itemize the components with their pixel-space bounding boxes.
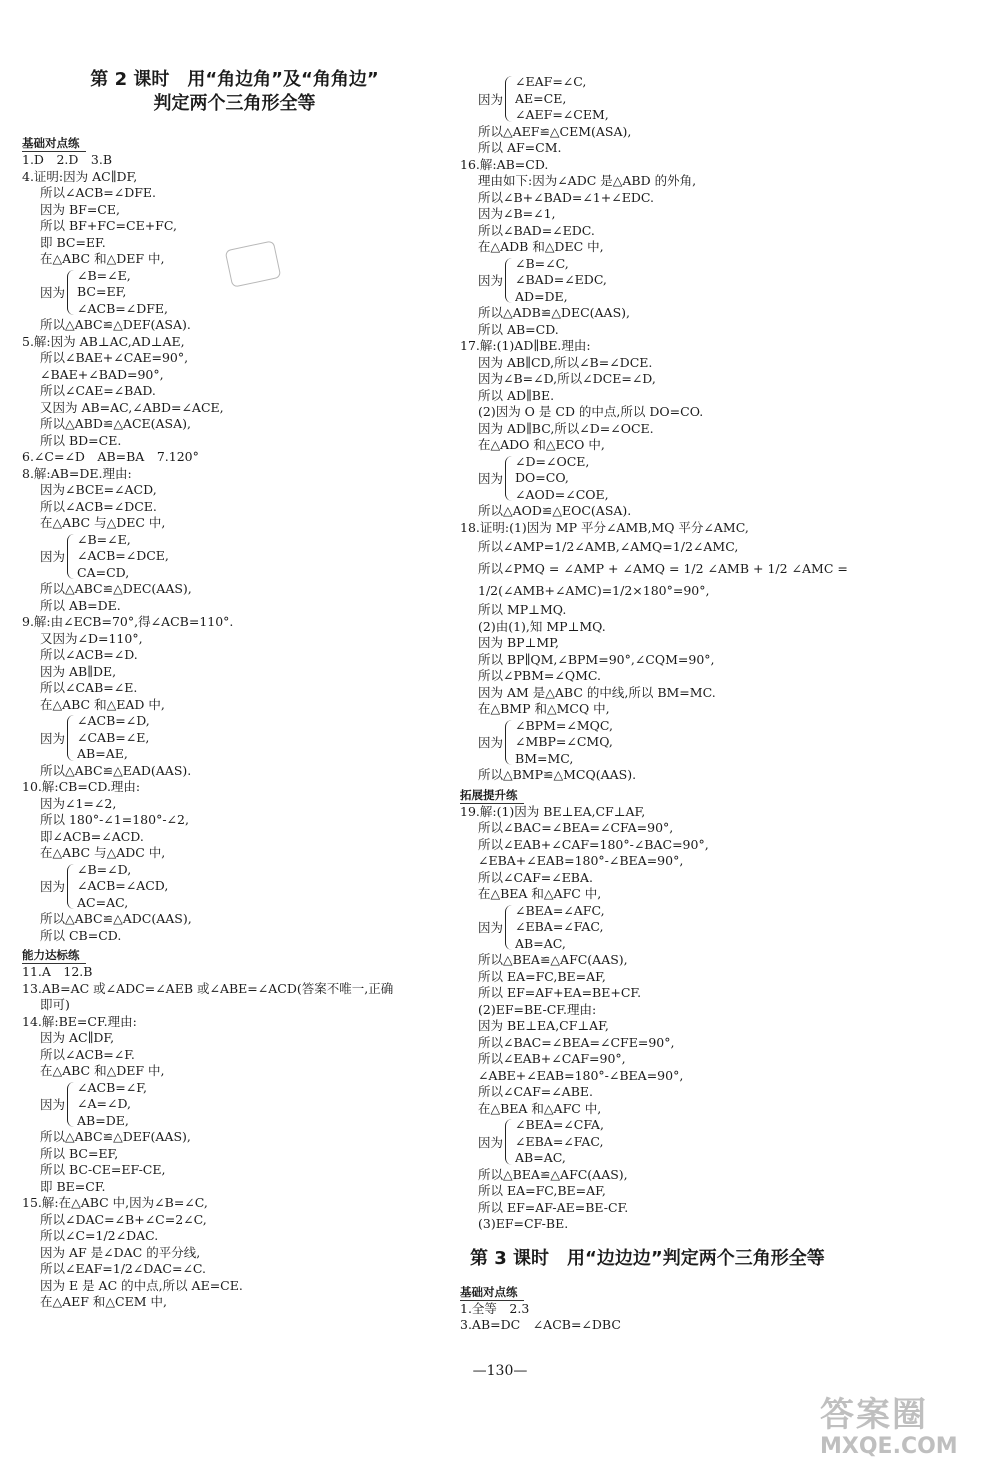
brace-row: ∠EBA=∠FAC, — [515, 1133, 604, 1149]
watermark-url: MXQE.COM — [820, 1434, 958, 1459]
brace-group: 因为 ∠BPM=∠MQC, ∠MBP=∠CMQ, BM=MC, — [478, 717, 613, 766]
brace-row: DO=CO, — [515, 470, 569, 485]
answer-line: 所以 EA=FC,BE=AF, — [478, 1183, 606, 1198]
answer-line: 所以△BMP≌△MCQ(AAS). — [478, 767, 637, 782]
answer-line: 在△ADO 和△ECO 中, — [478, 437, 605, 452]
brace-row: ∠B=∠D, — [77, 861, 132, 877]
answer-line: 在△AEF 和△CEM 中, — [40, 1294, 167, 1309]
brace-group: 因为 ∠B=∠E, ∠ACB=∠DCE, CA=CD, — [40, 531, 169, 580]
answer-line: 所以∠CAF=∠EBA. — [478, 869, 593, 885]
answer-line: 1/2(∠AMB+∠AMC)=1/2×180°=90°, — [478, 583, 710, 598]
answer-line: 所以 CB=CD. — [40, 927, 122, 943]
answer-line: 所以∠ACB=∠DFE. — [40, 185, 156, 200]
brace-group: 因为 ∠BEA=∠AFC, ∠EBA=∠FAC, AB=AC, — [478, 902, 605, 951]
answer-line: 所以 EF=AF+EA=BE+CF. — [478, 985, 642, 1000]
brace-row: ∠ACB=∠DFE, — [77, 300, 169, 316]
answer-line: 15.解:在△ABC 中,因为∠B=∠C, — [22, 1195, 208, 1210]
answer-line: 所以∠EAB+∠CAF=180°-∠BAC=90°, — [478, 836, 709, 852]
brace-row: ∠BEA=∠CFA, — [515, 1117, 604, 1132]
answer-line: 所以 AB=CD. — [478, 321, 559, 337]
answer-line: ∠BAE+∠BAD=90°, — [40, 366, 164, 382]
brace-group: 因为 ∠B=∠D, ∠ACB=∠ACD, AC=AC, — [40, 861, 169, 910]
answer-line: 因为∠B=∠1, — [478, 206, 556, 221]
answer-line: 在△ABC 和△EAD 中, — [40, 696, 165, 712]
answer-line: 18.证明:(1)因为 MP 平分∠AMB,MQ 平分∠AMC, — [460, 519, 749, 535]
answer-line: 9.解:由∠ECB=70°,得∠ACB=110°. — [22, 614, 234, 629]
brace-group: 因为 ∠B=∠E, BC=EF, ∠ACB=∠DFE, — [40, 267, 169, 316]
answer-line: 所以 BC=EF, — [40, 1145, 119, 1161]
answer-line: 所以△ABC≌△DEC(AAS), — [40, 581, 192, 596]
answer-line: 17.解:(1)AD∥BE.理由: — [460, 338, 591, 353]
answer-line: 在△ABC 与△DEC 中, — [40, 515, 166, 530]
answer-line: 所以∠EAF=1/2∠DAC=∠C. — [40, 1261, 207, 1276]
answer-line: 所以 180°-∠1=180°-∠2, — [40, 812, 189, 827]
answer-line: 所以△ABC≌△ADC(AAS), — [40, 911, 192, 926]
answer-line: 所以∠DAC=∠B+∠C=2∠C, — [40, 1211, 207, 1227]
answer-line: 所以 BD=CE. — [40, 432, 122, 448]
answer-line: 1.全等 2.3 — [460, 1300, 530, 1316]
brace-row: BC=EF, — [77, 284, 127, 299]
answer-line: 在△ADB 和△DEC 中, — [478, 239, 604, 254]
brace-row: AB=AC, — [515, 935, 566, 951]
answer-line: 在△ABC 和△DEF 中, — [40, 1063, 165, 1078]
answer-line: 因为 BP⊥MP, — [478, 635, 559, 650]
answer-line: 所以△ABC≌△DEF(AAS), — [40, 1129, 191, 1144]
answer-line: 所以∠CAB=∠E. — [40, 680, 138, 695]
answer-line: 所以 BF+FC=CE+FC, — [40, 218, 177, 233]
brace-row: ∠BPM=∠MQC, — [515, 717, 613, 733]
answer-line: 因为 AM 是△ABC 的中线,所以 BM=MC. — [478, 684, 716, 700]
brace-row: ∠D=∠OCE, — [515, 453, 590, 469]
brace-row: ∠MBP=∠CMQ, — [515, 734, 613, 749]
brace-row: AB=AC, — [515, 1150, 566, 1165]
brace-row: AD=DE, — [515, 288, 568, 304]
answer-line: 所以∠C=1/2∠DAC. — [40, 1228, 159, 1243]
answer-line: 因为 AB∥DE, — [40, 663, 117, 679]
page-number: —130— — [472, 1363, 528, 1379]
answer-line: 所以∠ACB=∠D. — [40, 647, 138, 662]
answer-line: 11.A 12.B — [22, 964, 93, 979]
answer-line: 所以 BC-CE=EF-CE, — [40, 1162, 166, 1177]
answer-line: 所以 EA=FC,BE=AF, — [478, 968, 606, 984]
right-column — [460, 74, 980, 1334]
brace-row: BM=MC, — [515, 750, 574, 766]
answer-line: 因为 AD∥BC,所以∠D=∠OCE. — [478, 420, 654, 436]
lesson3-title: 第 3 课时 用“边边边”判定两个三角形全等 — [470, 1247, 825, 1269]
answer-line: 因为 AF 是∠DAC 的平分线, — [40, 1244, 201, 1260]
answer-line: 因为 E 是 AC 的中点,所以 AE=CE. — [40, 1277, 243, 1293]
brace-row: ∠BAD=∠EDC, — [515, 272, 607, 287]
answer-line: 因为 BE⊥EA,CF⊥AF, — [478, 1018, 609, 1033]
answer-line: 所以 AB=DE. — [40, 597, 121, 613]
answer-line: (2)由(1),知 MP⊥MQ. — [478, 618, 606, 634]
answer-line: 在△BEA 和△AFC 中, — [478, 1100, 602, 1116]
brace-group: 因为 ∠EAF=∠C, AE=CE, ∠AEF=∠CEM, — [478, 74, 609, 122]
section-ability: 能力达标练 — [22, 947, 86, 964]
brace-row: ∠ACB=∠F, — [77, 1079, 147, 1095]
answer-line: 3.AB=DC ∠ACB=∠DBC — [460, 1317, 621, 1332]
section-extension: 拓展提升练 — [460, 787, 524, 804]
left-column — [22, 68, 447, 1311]
answer-line: 所以 AD∥BE. — [478, 387, 555, 403]
answer-line: 所以△AOD≌△EOC(ASA). — [478, 503, 632, 518]
answer-line: 又因为 AB=AC,∠ABD=∠ACE, — [40, 399, 224, 415]
answer-line: 所以∠ACB=∠DCE. — [40, 498, 157, 514]
answer-line: 所以∠EAB+∠CAF=90°, — [478, 1051, 626, 1066]
answer-line: (3)EF=CF-BE. — [478, 1216, 569, 1231]
answer-line: 因为 BF=CE, — [40, 201, 120, 217]
answer-line: 即∠ACB=∠ACD. — [40, 828, 144, 844]
answer-line: 所以∠BAC=∠BEA=∠CFA=90°, — [478, 820, 674, 835]
watermark-logo — [820, 1395, 990, 1465]
brace-row: ∠EBA=∠FAC, — [515, 919, 604, 934]
answer-line: ∠ABE+∠EAB=180°-∠BEA=90°, — [478, 1067, 684, 1083]
brace-row: ∠CAB=∠E, — [77, 729, 150, 745]
answer-line: 4.证明:因为 AC∥DF, — [22, 168, 138, 184]
brace-row: ∠B=∠E, — [77, 531, 131, 547]
answer-line: 16.解:AB=CD. — [460, 156, 549, 172]
answer-line: ∠EBA+∠EAB=180°-∠BEA=90°, — [478, 853, 684, 868]
answer-line: 所以∠AMP=1/2∠AMB,∠AMQ=1/2∠AMC, — [478, 539, 739, 554]
answer-line: (2)EF=BE-CF.理由: — [478, 1001, 597, 1017]
answer-line: 所以∠PMQ = ∠AMP + ∠AMQ = 1/2 ∠AMB + 1/2 ∠AMC = — [478, 561, 848, 576]
answer-line: 在△ABC 和△DEF 中, — [40, 251, 165, 266]
brace-row: CA=CD, — [77, 564, 130, 580]
section-basic: 基础对点练 — [22, 135, 86, 152]
brace-row: ∠AOD=∠COE, — [515, 486, 609, 502]
brace-row: ∠B=∠C, — [515, 255, 569, 271]
brace-group: 因为 ∠D=∠OCE, DO=CO, ∠AOD=∠COE, — [478, 453, 609, 502]
answer-line: 所以∠CAE=∠BAD. — [40, 383, 156, 398]
answer-line: 所以△ABC≌△EAD(AAS). — [40, 762, 192, 778]
answer-line: 所以 BP∥QM,∠BPM=90°,∠CQM=90°, — [478, 651, 715, 667]
answer-line: 1.D 2.D 3.B — [22, 152, 113, 167]
answer-line: 因为∠B=∠D,所以∠DCE=∠D, — [478, 371, 656, 386]
answer-line: 所以∠BAE+∠CAE=90°, — [40, 350, 189, 365]
brace-row: ∠ACB=∠DCE, — [77, 548, 169, 563]
answer-line: 即 BC=EF. — [40, 234, 106, 250]
answer-line: 在△BMP 和△MCQ 中, — [478, 701, 610, 716]
brace-row: AC=AC, — [77, 894, 129, 910]
brace-group: 因为 ∠B=∠C, ∠BAD=∠EDC, AD=DE, — [478, 255, 607, 304]
brace-group: 因为 ∠BEA=∠CFA, ∠EBA=∠FAC, AB=AC, — [478, 1117, 604, 1165]
answer-line: 19.解:(1)因为 BE⊥EA,CF⊥AF, — [460, 803, 646, 819]
answer-line: 因为∠BCE=∠ACD, — [40, 482, 157, 497]
brace-row: ∠ACB=∠ACD, — [77, 878, 169, 893]
answer-line: 14.解:BE=CF.理由: — [22, 1013, 137, 1029]
answer-line: 10.解:CB=CD.理由: — [22, 779, 141, 794]
answer-line: 所以△ABD≌△ACE(ASA), — [40, 416, 191, 431]
answer-line: 即 BE=CF. — [40, 1178, 106, 1194]
watermark-text: 答案圈 — [820, 1395, 928, 1435]
answer-line: 即可) — [40, 997, 70, 1012]
answer-line: 所以△BEA≌△AFC(AAS), — [478, 1166, 628, 1182]
brace-row: ∠A=∠D, — [77, 1096, 132, 1111]
answer-line: 所以△ADB≌△DEC(AAS), — [478, 305, 630, 320]
answer-line: 5.解:因为 AB⊥AC,AD⊥AE, — [22, 333, 185, 349]
answer-line: 所以∠B+∠BAD=∠1+∠EDC. — [478, 189, 654, 205]
brace-group: 因为 ∠ACB=∠D, ∠CAB=∠E, AB=AE, — [40, 713, 150, 761]
lesson2-title-line1: 第 2 课时 用“角边角”及“角角边” — [90, 69, 379, 90]
answer-line: 所以△ABC≌△DEF(ASA). — [40, 317, 191, 332]
brace-row: ∠B=∠E, — [77, 267, 131, 283]
answer-line: 在△BEA 和△AFC 中, — [478, 886, 602, 901]
brace-row: AB=AE, — [77, 746, 128, 761]
answer-line: 所以 MP⊥MQ. — [478, 602, 567, 617]
lesson2-title-line2: 判定两个三角形全等 — [153, 93, 316, 114]
answer-line: 所以∠BAD=∠EDC. — [478, 222, 595, 238]
brace-row: ∠ACB=∠D, — [77, 713, 150, 728]
answer-line: 因为 AC∥DF, — [40, 1030, 115, 1045]
brace-group: 因为 ∠ACB=∠F, ∠A=∠D, AB=DE, — [40, 1079, 147, 1128]
section-basic-3: 基础对点练 — [460, 1284, 524, 1301]
answer-line: 8.解:AB=DE.理由: — [22, 465, 132, 481]
answer-line: 所以∠CAF=∠ABE. — [478, 1084, 593, 1099]
answer-line: 所以∠BAC=∠BEA=∠CFE=90°, — [478, 1034, 675, 1050]
answer-line: 理由如下:因为∠ADC 是△ABD 的外角, — [478, 173, 697, 188]
answer-line: (2)因为 O 是 CD 的中点,所以 DO=CO. — [478, 404, 704, 419]
answer-line: 因为 AB∥CD,所以∠B=∠DCE. — [478, 354, 653, 370]
brace-row: ∠AEF=∠CEM, — [515, 107, 609, 122]
answer-line: 所以∠ACB=∠F. — [40, 1046, 135, 1062]
answer-line: 所以△AEF≌△CEM(ASA), — [478, 123, 632, 139]
answer-line: 所以△BEA≌△AFC(AAS), — [478, 952, 628, 967]
answer-line: 所以∠PBM=∠QMC. — [478, 668, 601, 683]
answer-line: 所以 AF=CM. — [478, 140, 562, 155]
answer-line: 13.AB=AC 或∠ADC=∠AEB 或∠ABE=∠ACD(答案不唯一,正确 — [22, 980, 394, 996]
answer-line: 6.∠C=∠D AB=BA 7.120° — [22, 449, 199, 464]
answer-line: 所以 EF=AF-AE=BE-CF. — [478, 1199, 629, 1215]
answer-line: 因为∠1=∠2, — [40, 795, 117, 811]
brace-row: ∠EAF=∠C, — [515, 74, 587, 89]
answer-line: 又因为∠D=110°, — [40, 630, 143, 646]
brace-row: ∠BEA=∠AFC, — [515, 902, 605, 918]
answer-line: 在△ABC 与△ADC 中, — [40, 845, 166, 860]
brace-row: AE=CE, — [515, 90, 567, 106]
brace-row: AB=DE, — [77, 1112, 129, 1128]
